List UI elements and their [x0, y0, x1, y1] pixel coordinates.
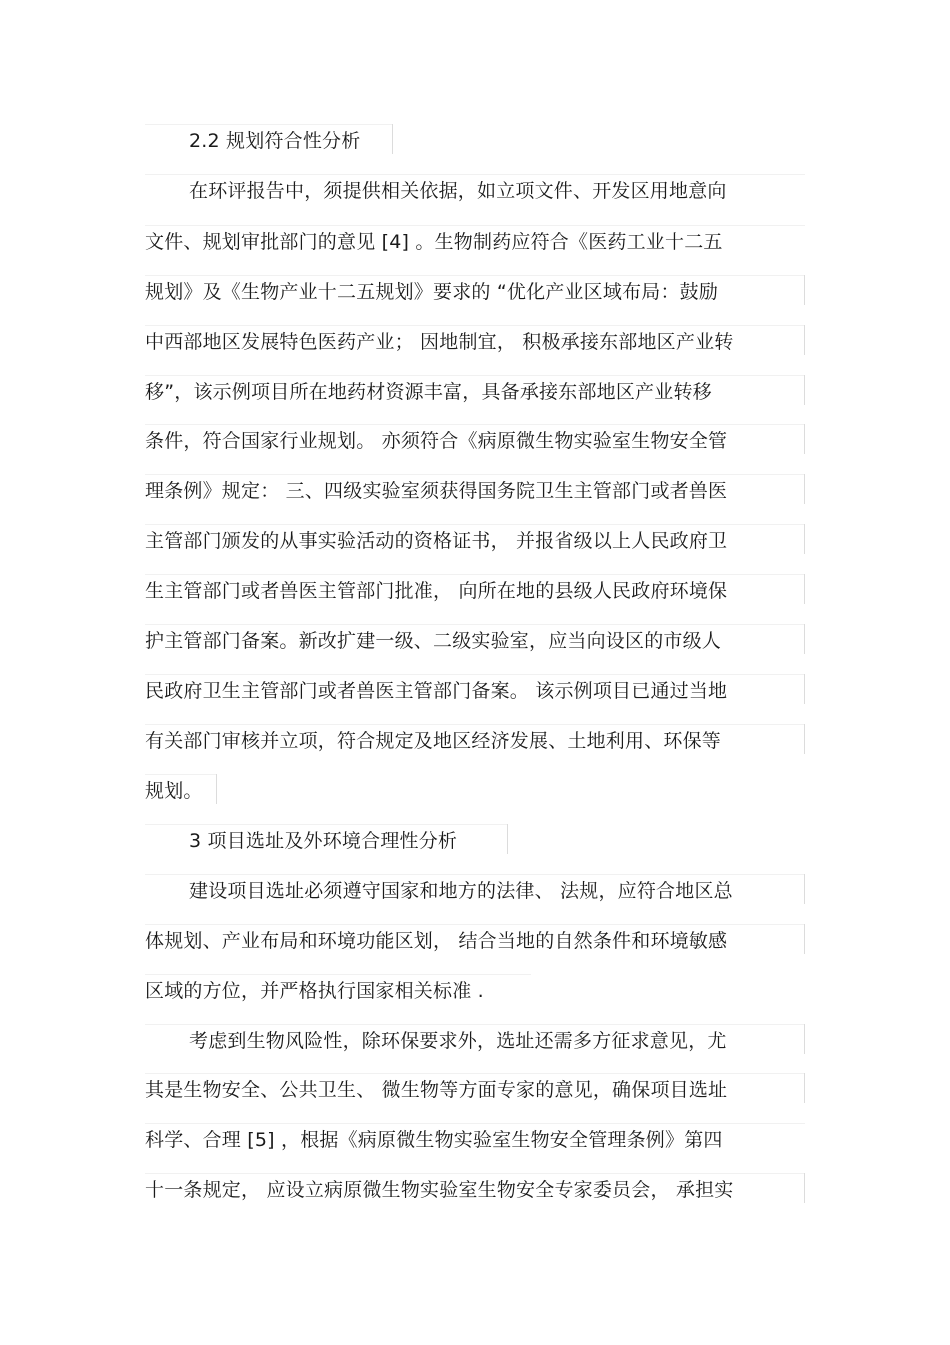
line-edge	[804, 1073, 805, 1103]
line-text: 考虑到生物风险性，除环保要求外，选址还需多方征求意见，尤	[189, 1030, 727, 1052]
text-line	[145, 626, 805, 656]
text-line	[145, 876, 805, 906]
line-text: 文件、规划审批部门的意见 [4] 。生物制药应符合《医药工业十二五	[145, 231, 723, 253]
line-edge	[804, 325, 805, 355]
text-line	[145, 576, 805, 606]
line-edge	[804, 574, 805, 604]
line-edge	[804, 474, 805, 504]
text-line	[145, 926, 805, 956]
line-edge	[507, 824, 508, 854]
text-line	[145, 726, 805, 756]
line-text: 体规划、产业布局和环境功能区划， 结合当地的自然条件和环境敏感	[145, 930, 728, 952]
line-text: 理条例》规定： 三、四级实验室须获得国务院卫生主管部门或者兽医	[145, 480, 728, 502]
text-line	[145, 1026, 805, 1056]
line-edge	[804, 275, 805, 305]
line-edge	[804, 624, 805, 654]
line-text: 十一条规定， 应设立病原微生物实验室生物安全专家委员会， 承担实	[145, 1179, 734, 1201]
heading-text: 3 项目选址及外环境合理性分析	[189, 830, 458, 852]
heading-text: 2.2 规划符合性分析	[189, 130, 361, 152]
text-line	[145, 776, 217, 806]
line-text: 中西部地区发展特色医药产业； 因地制宜， 积极承接东部地区产业转	[145, 331, 734, 353]
section-heading-3	[145, 826, 508, 856]
line-edge	[216, 774, 217, 804]
line-text: 在环评报告中，须提供相关依据，如立项文件、开发区用地意向	[189, 180, 727, 202]
line-text: 规划。	[145, 780, 203, 802]
text-line	[145, 526, 805, 556]
line-edge	[804, 874, 805, 904]
line-text: 有关部门审核并立项，符合规定及地区经济发展、土地利用、环保等	[145, 730, 722, 752]
text-line	[145, 327, 805, 357]
line-text: 建设项目选址必须遵守国家和地方的法律、 法规，应符合地区总	[189, 880, 733, 902]
text-line	[145, 176, 805, 206]
text-line	[145, 676, 805, 706]
line-text: 科学、合理 [5] ，根据《病原微生物实验室生物安全管理条例》第四	[145, 1129, 723, 1151]
line-text: 其是生物安全、公共卫生、 微生物等方面专家的意见，确保项目选址	[145, 1079, 728, 1101]
text-line	[145, 976, 531, 1006]
text-line	[145, 227, 805, 257]
line-edge	[392, 124, 393, 154]
section-heading-2-2	[145, 126, 393, 156]
line-text: 条件，符合国家行业规划。 亦须符合《病原微生物实验室生物安全管	[145, 430, 728, 452]
text-line	[145, 1125, 805, 1155]
line-edge	[804, 424, 805, 454]
text-line	[145, 277, 805, 307]
line-text: 区域的方位，并严格执行国家相关标准 .	[145, 980, 484, 1002]
text-line	[145, 377, 805, 407]
line-text: 主管部门颁发的从事实验活动的资格证书， 并报省级以上人民政府卫	[145, 530, 728, 552]
line-edge	[804, 674, 805, 704]
line-text: 移”，该示例项目所在地药材资源丰富，具备承接东部地区产业转移	[145, 381, 712, 403]
line-edge	[804, 1024, 805, 1054]
line-edge	[804, 524, 805, 554]
text-line	[145, 426, 805, 456]
line-edge	[804, 375, 805, 405]
line-text: 生主管部门或者兽医主管部门批准， 向所在地的县级人民政府环境保	[145, 580, 728, 602]
text-line	[145, 476, 805, 506]
line-text: 民政府卫生主管部门或者兽医主管部门备案。 该示例项目已通过当地	[145, 680, 728, 702]
line-text: 护主管部门备案。新改扩建一级、二级实验室，应当向设区的市级人	[145, 630, 722, 652]
line-edge	[804, 1173, 805, 1203]
text-line	[145, 1075, 805, 1105]
text-line	[145, 1175, 805, 1205]
line-text: 规划》及《生物产业十二五规划》要求的 “优化产业区域布局：鼓励	[145, 281, 719, 303]
line-edge	[804, 924, 805, 954]
line-edge	[804, 724, 805, 754]
